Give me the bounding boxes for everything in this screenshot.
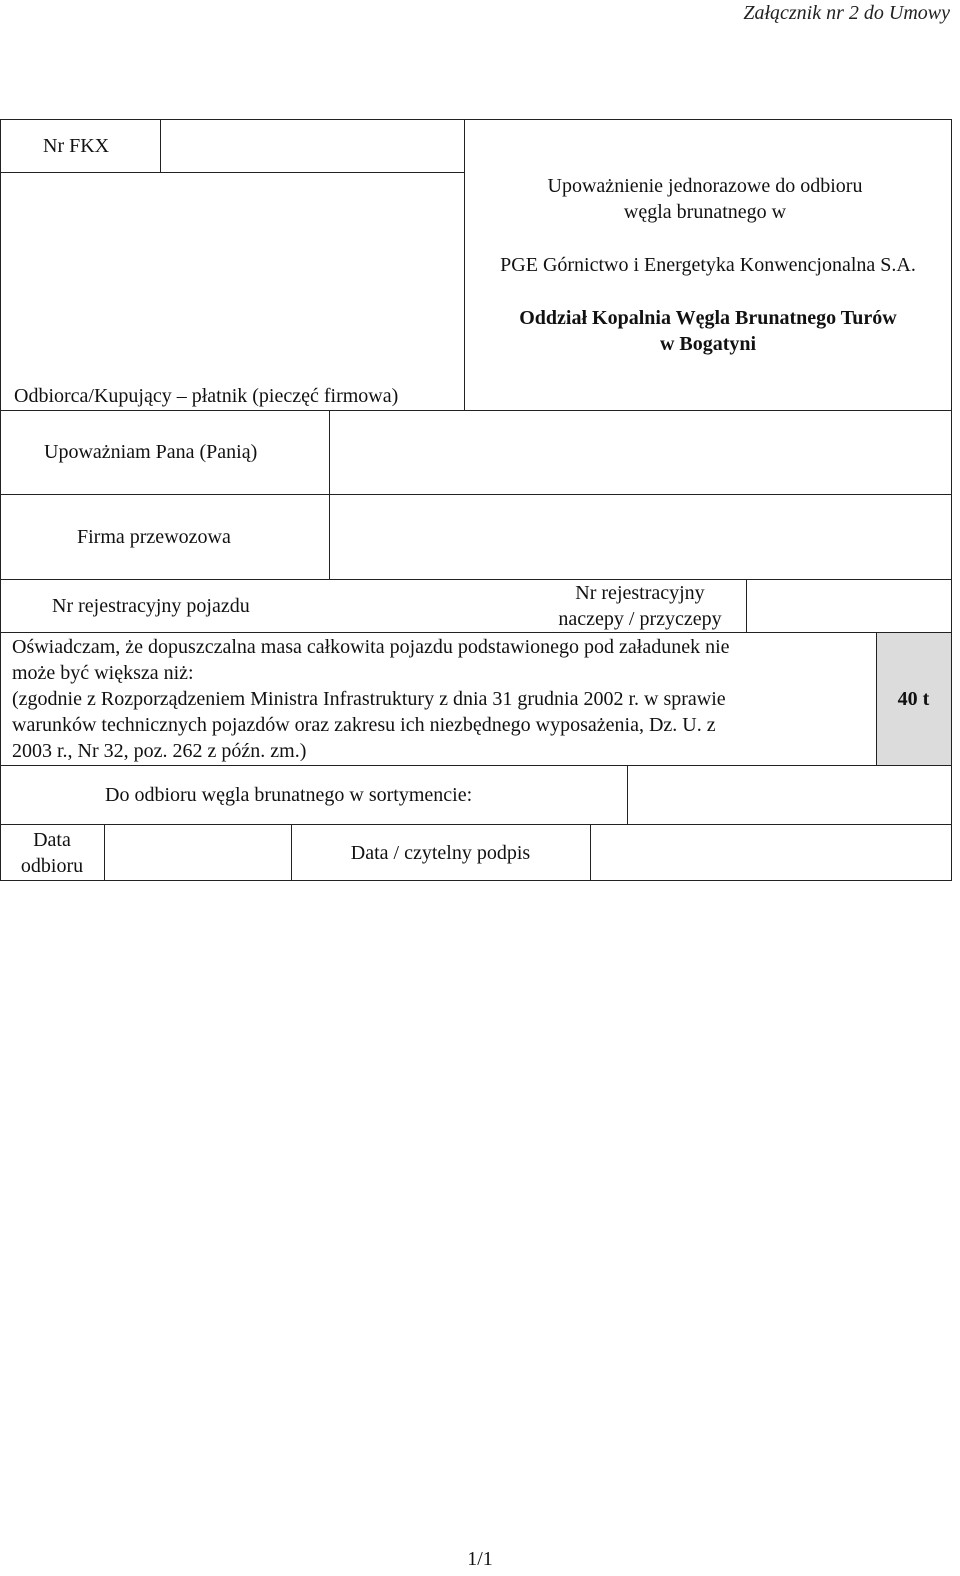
authorized-person-field[interactable] [331,412,949,492]
regulation-line3: 2003 r., Nr 32, poz. 262 z późn. zm.) [12,740,307,762]
trailer-reg-field[interactable] [748,581,949,630]
signature-label: Data / czytelny podpis [350,842,531,864]
max-mass-value: 40 t [897,688,930,710]
attachment-label: Załącznik nr 2 do Umowy [743,2,950,24]
transport-company-label: Firma przewozowa [77,526,231,548]
company-name: PGE Górnictwo i Energetyka Konwencjonalna S.A. [500,254,916,276]
authorization-title: Upoważnienie jednorazowe do odbioru węgla brunatnego w [547,175,863,223]
pickup-date-field[interactable] [106,826,289,878]
vehicle-reg-field[interactable] [331,581,531,630]
page-number: 1/1 [467,1548,493,1570]
branch-name-line2: w Bogatyni [659,333,757,355]
trailer-reg-label-line2: naczepy / przyczepy [558,608,722,630]
regulation-line2: warunków technicznych pojazdów oraz zakresu ich niezbędnego wyposażenia, Dz. U. z [12,714,716,736]
buyer-label: Odbiorca/Kupujący – płatnik (pieczęć firmowa) [14,385,399,407]
authorize-person-label: Upoważniam Pana (Panią) [44,441,258,463]
transport-company-field[interactable] [331,496,949,577]
branch-name-line1: Oddział Kopalnia Węgla Brunatnego Turów [519,307,897,329]
nr-fkx-field[interactable] [162,121,462,171]
pickup-date-label-line2: odbioru [20,855,84,877]
vehicle-reg-label: Nr rejestracyjny pojazdu [52,595,250,617]
pickup-date-label-line1: Data [33,829,71,851]
signature-field[interactable] [592,826,949,878]
declaration-line1: Oświadczam, że dopuszczalna masa całkowita pojazdu podstawionego pod załadunek nie [12,636,730,658]
trailer-reg-label-line1: Nr rejestracyjny [575,582,705,604]
regulation-line1: (zgodnie z Rozporządzeniem Ministra Infrastruktury z dnia 31 grudnia 2002 r. w sprawie [12,688,726,710]
nr-fkx-label: Nr FKX [43,135,110,157]
buyer-stamp-field[interactable] [2,174,462,379]
assortment-label: Do odbioru węgla brunatnego w sortymencie: [105,784,473,806]
assortment-field[interactable] [629,767,949,822]
declaration-line2: może być większa niż: [12,662,194,684]
